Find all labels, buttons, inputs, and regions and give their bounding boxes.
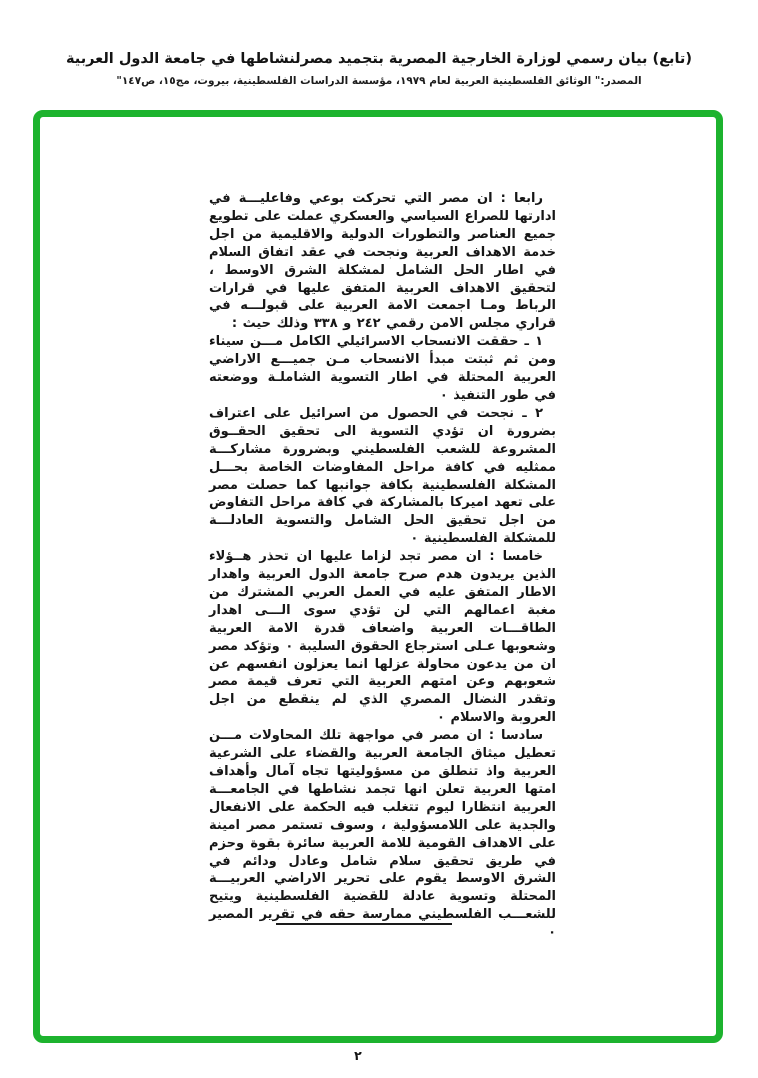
- page-number: ٢: [354, 1048, 362, 1063]
- document-source-citation: المصدر:" الوثائق الفلسطينية العربية لعام ١٩٧٩، مؤسسة الدراسات الفلسطينية، بيروت، مج١٥، ص١٤٧": [116, 75, 642, 87]
- page-header: [0, 48, 758, 87]
- document-paragraph: ٢ ـ نجحت في الحصول من اسرائيل على اعتراف بضرورة ان تؤدي التسوية الى تحقيق الحقــوق المشروعة للشعب الفلسطيني وبضرورة مشاركـــة ممثليه في كافة مراحل المفاوضات الخاصة بحـــل المشكلة الفلسطينية بكافة جوانبها كما حصلت مصر على تعهد اميركا بالمشاركة في كافة مراحل التفاوض من اجل تحقيق الحل الشامل والتسوية العادلـــة للمشكلة الفلسطينية ٠: [209, 405, 556, 547]
- scanned-document-frame: [33, 110, 723, 1043]
- document-paragraph: خامسا : ان مصر تجد لزاما عليها ان تحذر هــؤلاء الذين يريدون هدم صرح جامعة الدول العربية واهدار الاطار المتفق عليه في العمل العربي المشترك من مغبة اعمالهم التي لن تؤدي سوى الـــى اهدار الطاقـــات العربية واضعاف قدرة الامة العربية وشعوبها عـلى استرجاع الحقوق السليبة ٠ وتؤكد مصر ان من يدعون محاولة عزلها انما يعزلون انفسهم عن شعوبهم وعن امتهم العربية التي تعرف قيمة مصر وتقدر النضال المصري الذي لم ينقطع من اجل العروبة والاسلام ٠: [209, 549, 556, 726]
- document-body: [209, 190, 556, 942]
- document-paragraph: ١ ـ حققت الانسحاب الاسرائيلي الكامل مـــن سيناء ومن ثم ثبتت مبدأ الانسحاب مـن جميـــع الاراضي العربية المحتلة في اطار التسوية الشاملـة ووضعته في طور التنفيذ ٠: [209, 334, 556, 403]
- document-end-rule: [276, 923, 452, 925]
- document-paragraph: سادسا : ان مصر في مواجهة تلك المحاولات مـــن تعطيل ميثاق الجامعة العربية والقضاء على الشرعية العربية واذ تنطلق من مسؤوليتها تجاه آمال وأهداف امتها العربية تعلن انها تجمد نشاطها في الجامعـــة العربية انتظارا ليوم تتغلب فيه الحكمة على الانفعال والجدية على اللامسؤولية ، وسوف تستمر مصر امينة على الاهداف القومية للامة العربية سائرة بقوة وحزم في طريق تحقيق سلام شامل وعادل ودائم في الشرق الاوسط يقوم على تحرير الاراضي العربيـــة المحتلة وتسوية عادلة للقضية الفلسطينية ويتيح للشعـــب الفلسطيني ممارسة حقه في تقرير المصير ٠: [209, 728, 556, 941]
- document-paragraph: رابعا : ان مصر التي تحركت بوعي وفاعليـــة في ادارتها للصراع السياسي والعسكري عملت على تطويع جميع العناصر والتطورات الدولية والاقليمية من اجل خدمة الاهداف العربية ونجحت في عقد اتفاق السلام في اطار الحل الشامل لمشكلة الشرق الاوسط ، لتحقيق الاهداف العربية المتفق عليها في قرارات الرباط ومـا اجمعت الامة العربية على قبولـــه في قراري مجلس الامن رقمي ٢٤٢ و ٣٣٨ وذلك حيث :: [209, 191, 556, 332]
- document-title: (تابع) بيان رسمي لوزارة الخارجية المصرية بتجميد مصرلنشاطها في جامعة الدول العربية: [66, 51, 692, 67]
